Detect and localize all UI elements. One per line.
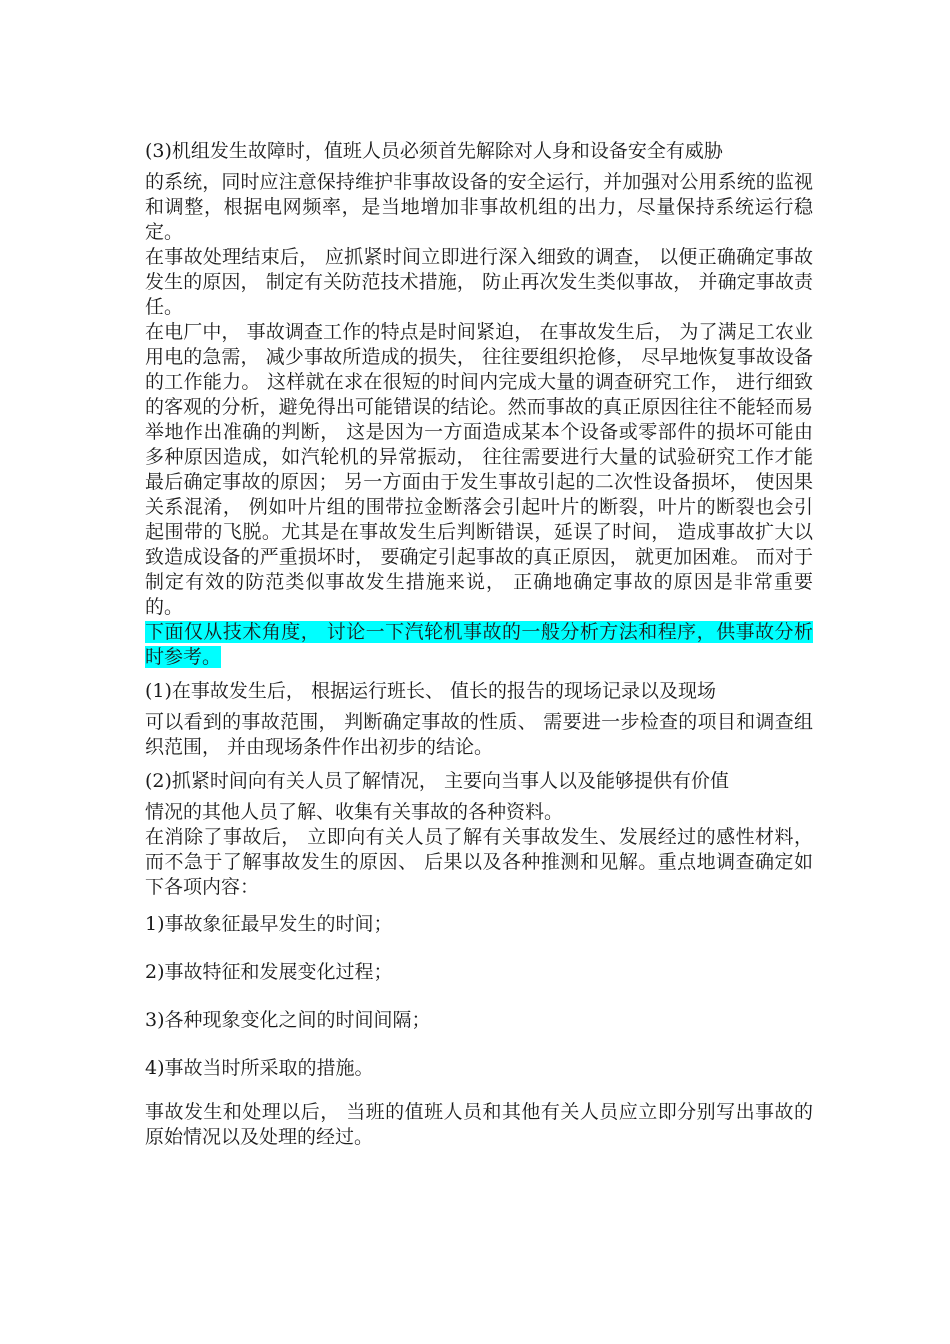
list-item: 1)事故象征最早发生的时间； bbox=[145, 913, 393, 935]
paragraph-after-elimination: 在消除了事故后， 立即向有关人员了解有关事故发生、发展经过的感性材料，而不急于了解事故发生的原因、 后果以及各种推测和见解。重点地调查确定如下各项内容： bbox=[145, 826, 813, 898]
paragraph-highlighted bbox=[145, 620, 813, 670]
paragraph-3-heading: (3)机组发生故障时，值班人员必须首先解除对人身和设备安全有威胁 bbox=[145, 140, 723, 162]
list-item: 2)事故特征和发展变化过程； bbox=[145, 961, 393, 983]
paragraph-3-body: 的系统，同时应注意保持维护非事故设备的安全运行，并加强对公用系统的监视和调整，根据电网频率，是当地增加非事故机组的出力，尽量保持系统运行稳定。 bbox=[145, 171, 813, 243]
list-item: 3)各种现象变化之间的时间间隔； bbox=[145, 1009, 431, 1031]
paragraph-power-plant: 在电厂中， 事故调查工作的特点是时间紧迫， 在事故发生后， 为了满足工农业用电的急需， 减少事故所造成的损失， 往往要组织抢修， 尽早地恢复事故设备的工作能力。 这样就在求在很短的时间内完成大量的调查研究工作， 进行细致的客观的分析，避免得出可能错误的结论。然而事故的真正原因往往不能轻而易举地作出准确的判断， 这是因为一方面造成某本个设备或零部件的损坏可能由多种原因造成，如汽轮机的异常振动， 往往需要进行大量的试验研究工作才能最后确定事故的原因； 另一方面由于发生事故引起的二次性设备损坏， 使因果关系混淆， 例如叶片组的围带拉金断落会引起叶片的断裂，叶片的断裂也会引起围带的飞脱。尤其是在事故发生后判断错误，延误了时间， 造成事故扩大以致造成设备的严重损坏时， 要确定引起事故的真正原因， 就更加困难。 而对于制定有效的防范类似事故发生措施来说， 正确地确定事故的原因是非常重要的。 bbox=[145, 321, 813, 618]
paragraph-1-body: 可以看到的事故范围， 判断确定事故的性质、 需要进一步检查的项目和调查组织范围， 并由现场条件作出初步的结论。 bbox=[145, 711, 813, 758]
paragraph-final: 事故发生和处理以后， 当班的值班人员和其他有关人员应立即分别写出事故的原始情况以及处理的经过。 bbox=[145, 1101, 813, 1148]
list-item: 4)事故当时所采取的措施。 bbox=[145, 1057, 374, 1079]
paragraph-2-body: 情况的其他人员了解、收集有关事故的各种资料。 bbox=[145, 801, 564, 823]
document-page bbox=[145, 132, 813, 1150]
paragraph-2-heading: (2)抓紧时间向有关人员了解情况， 主要向当事人以及能够提供有价值 bbox=[145, 770, 729, 792]
paragraph-1-heading: (1)在事故发生后， 根据运行班长、 值长的报告的现场记录以及现场 bbox=[145, 680, 716, 702]
paragraph-after-handling: 在事故处理结束后， 应抓紧时间立即进行深入细致的调查， 以便正确确定事故发生的原因， 制定有关防范技术措施， 防止再次发生类似事故， 并确定事故责任。 bbox=[145, 246, 813, 318]
highlighted-text: 下面仅从技术角度， 讨论一下汽轮机事故的一般分析方法和程序，供事故分析时参考。 bbox=[145, 621, 813, 668]
